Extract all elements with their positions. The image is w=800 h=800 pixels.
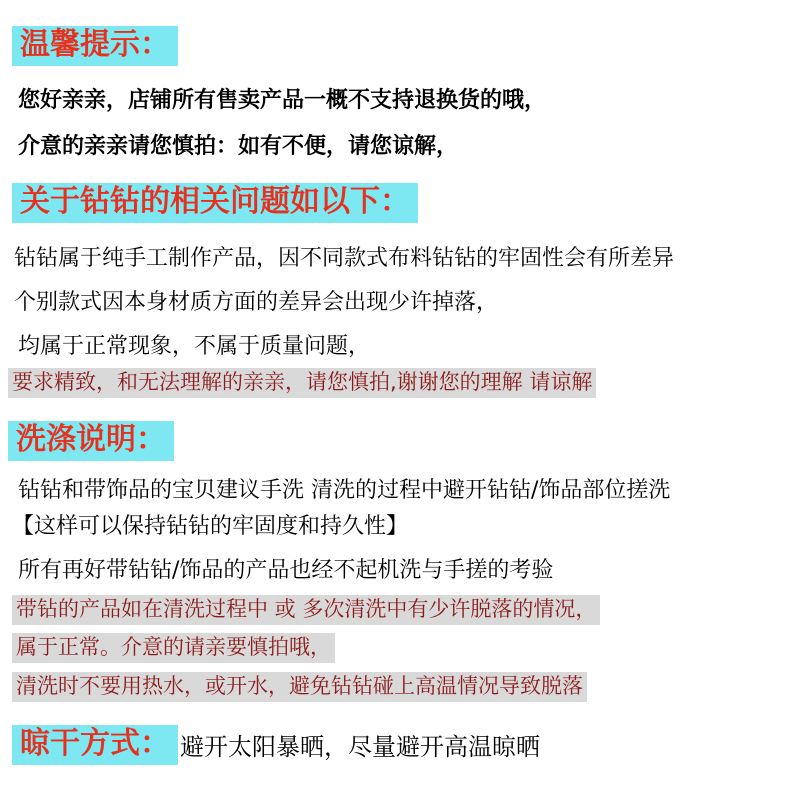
diamond-line-3: 均属于正常现象，不属于质量问题，	[18, 334, 371, 359]
drying-text: 避开太阳暴晒，尽量避开高温晾晒	[180, 733, 540, 761]
washing-highlight-3: 清洗时不要用热水，或开水，避免钻钻碰上高温情况导致脱落	[12, 672, 587, 702]
drying-heading: 晾干方式：	[12, 725, 178, 765]
notice-line-2: 介意的亲亲请您慎拍：如有不便，请您谅解，	[18, 134, 459, 159]
washing-line-2: 【这样可以保持钻钻的牢固度和持久性】	[12, 514, 409, 539]
washing-highlight-1: 带钻的产品如在清洗过程中 或 多次清洗中有少许脱落的情况，	[12, 595, 600, 625]
washing-highlight-2: 属于正常。介意的请亲要慎拍哦，	[12, 633, 335, 663]
diamond-line-1: 钻钻属于纯手工制作产品，因不同款式布料钻钻的牢固性会有所差异	[14, 246, 675, 271]
washing-line-1: 钻钻和带饰品的宝贝建议手洗 清洗的过程中避开钻钻/饰品部位搓洗	[18, 478, 671, 503]
notice-line-1: 您好亲亲，店铺所有售卖产品一概不支持退换货的哦，	[18, 88, 547, 113]
washing-line-3: 所有再好带钻钻/饰品的产品也经不起机洗与手搓的考验	[18, 558, 554, 583]
diamond-line-2: 个别款式因本身材质方面的差异会出现少许掉落，	[14, 290, 499, 315]
diamond-heading: 关于钻钻的相关问题如以下：	[12, 183, 418, 223]
diamond-highlight: 要求精致，和无法理解的亲亲，请您慎拍,谢谢您的理解 请谅解	[8, 368, 596, 398]
washing-heading: 洗涤说明：	[8, 421, 174, 461]
notice-heading: 温馨提示：	[12, 26, 178, 66]
